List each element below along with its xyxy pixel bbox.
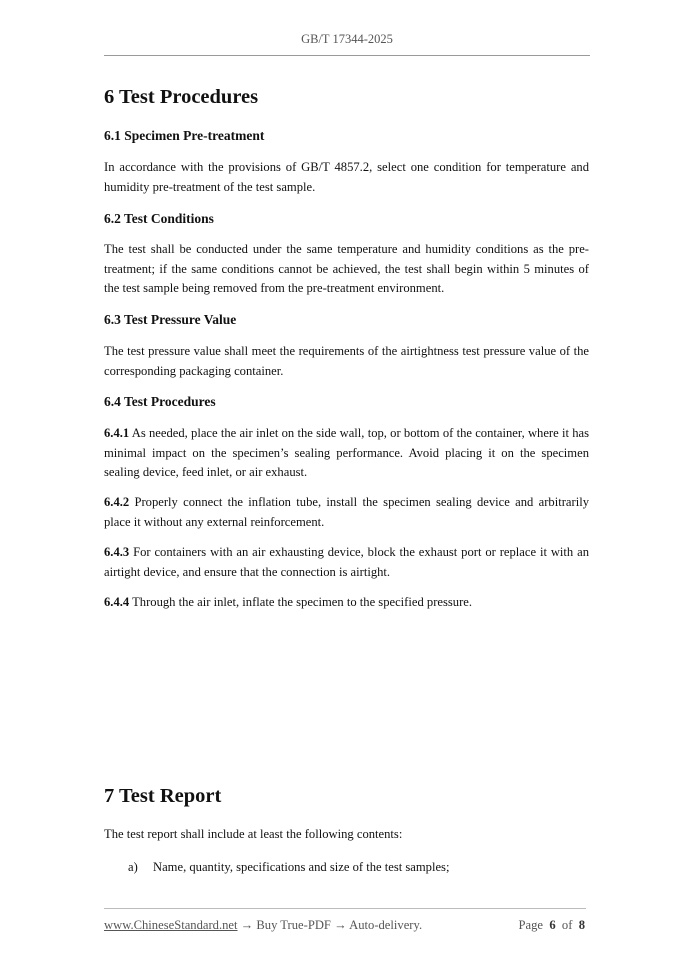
- clause-number: 6.4.1: [104, 426, 130, 440]
- section-6-1-heading: 6.1 Specimen Pre-treatment: [104, 128, 265, 143]
- clause-text: As needed, place the air inlet on the side wall, top, or bottom of the container, where it has minimal impact on the specimen’s sealing performance. Avoid placing it on the specimen sealing device, feed inlet, or air exhaust.: [104, 426, 589, 479]
- clause-6-4-3: [104, 543, 589, 582]
- clause-text: Properly connect the inflation tube, install the specimen sealing device and arbitrarily place it without any external reinforcement.: [104, 495, 589, 529]
- section-6-4-heading: 6.4 Test Procedures: [104, 394, 216, 409]
- section-6-heading: 6 Test Procedures: [104, 86, 259, 108]
- section-6-2-text: The test shall be conducted under the same temperature and humidity conditions as the pre-treatment; if the same conditions cannot be achieved, the test shall begin within 5 minutes of the test sample being removed from the pre-treatment environment.: [104, 242, 589, 295]
- clause-6-4-4: [104, 593, 589, 613]
- footer-tagline: → Buy True-PDF → Auto-delivery.: [237, 918, 423, 932]
- of-label: of: [561, 918, 573, 932]
- section-6-1-text: In accordance with the provisions of GB/T 4857.2, select one condition for temperature and humidity pre-treatment of the test sample.: [104, 160, 589, 194]
- clause-text: Through the air inlet, inflate the specimen to the specified pressure.: [129, 595, 473, 609]
- header-divider: [104, 55, 590, 56]
- list-item: [128, 858, 449, 878]
- clause-6-4-1: [104, 424, 589, 483]
- clause-number: 6.4.2: [104, 495, 130, 509]
- page-label: Page: [518, 918, 544, 932]
- clause-number: 6.4.4: [104, 595, 130, 609]
- section-7-intro: The test report shall include at least the following contents:: [104, 827, 403, 841]
- section-6-3-heading: 6.3 Test Pressure Value: [104, 312, 237, 327]
- list-item-text: Name, quantity, specifications and size of the test samples;: [153, 860, 450, 874]
- website-link[interactable]: www.ChineseStandard.net: [104, 918, 238, 932]
- footer-divider: [104, 908, 586, 909]
- total-pages: 8: [578, 918, 585, 932]
- section-6-2-heading: 6.2 Test Conditions: [104, 211, 214, 226]
- clause-text: For containers with an air exhausting device, block the exhaust port or replace it with an airtight device, and ensure that the connection is airtight.: [104, 545, 589, 579]
- section-6-3-text: The test pressure value shall meet the requirements of the airtightness test pressure value of the corresponding packaging container.: [104, 344, 589, 378]
- clause-number: 6.4.3: [104, 545, 130, 559]
- page-number: [519, 918, 585, 933]
- clause-6-4-2: [104, 493, 589, 532]
- current-page: 6: [549, 918, 556, 932]
- section-7-heading: 7 Test Report: [104, 785, 222, 807]
- running-header: GB/T 17344-2025: [301, 32, 393, 46]
- list-item-label: a): [128, 860, 138, 874]
- footer-promo: [104, 918, 422, 933]
